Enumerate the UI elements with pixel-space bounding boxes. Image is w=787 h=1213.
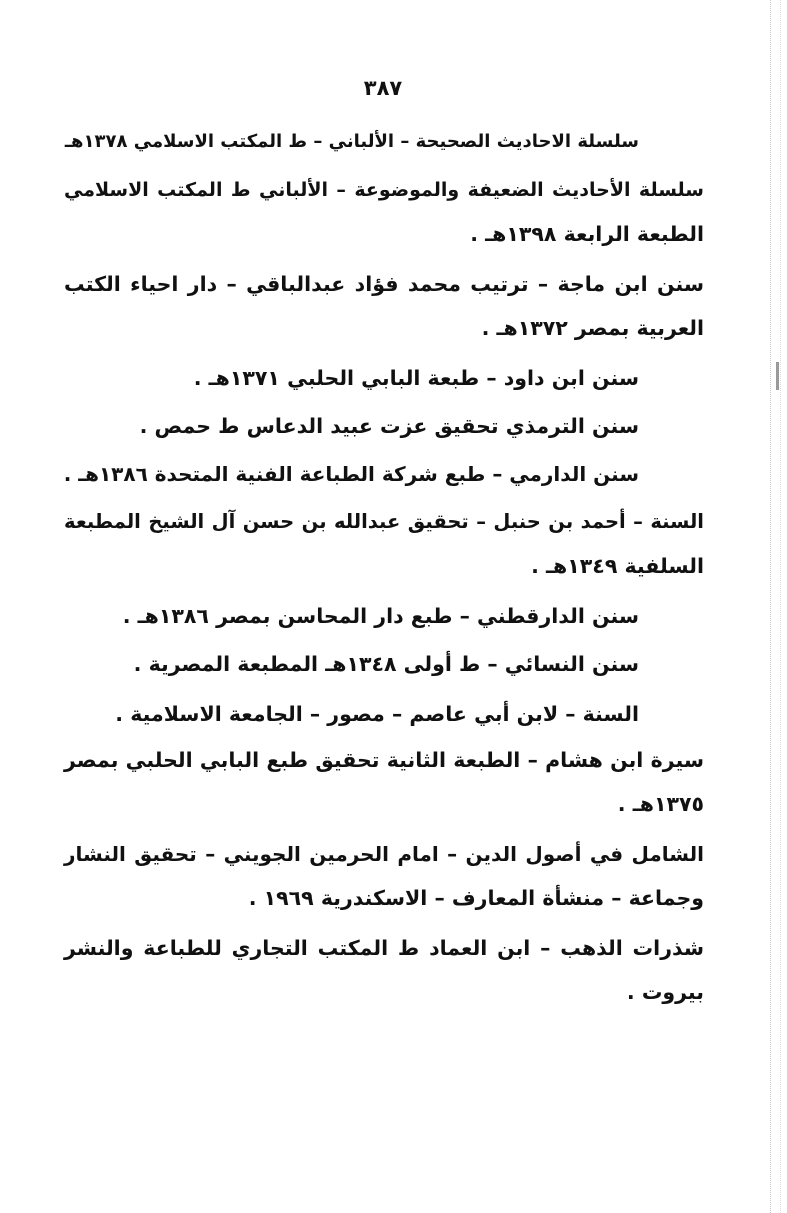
bibliography-line: سيرة ابن هشام – الطبعة الثانية تحقيق طبع البابي الحلبي بمصر [64, 748, 704, 772]
scan-edge-mark [776, 362, 779, 390]
bibliography-line: السنة – لابن أبي عاصم – مصور – الجامعة الاسلامية . [115, 702, 639, 726]
bibliography-line: الشامل في أصول الدين – امام الحرمين الجويني – تحقيق النشار [64, 842, 704, 866]
bibliography-line: سنن الدارقطني – طبع دار المحاسن بمصر ١٣٨٦هـ . [122, 604, 639, 628]
bibliography-line: سنن ابن داود – طبعة البابي الحلبي ١٣٧١هـ . [193, 366, 639, 390]
scan-edge-line [780, 0, 782, 1213]
bibliography-line: سلسلة الأحاديث الضعيفة والموضوعة – الألباني ط المكتب الاسلامي [64, 179, 704, 201]
scan-edge-line [770, 0, 772, 1213]
bibliography-line: السلفية ١٣٤٩هـ . [531, 554, 704, 578]
bibliography-line: ١٣٧٥هـ . [617, 792, 704, 816]
bibliography-line: سلسلة الاحاديث الصحيحة – الألباني – ط المكتب الاسلامي ١٣٧٨هـ [64, 131, 639, 152]
bibliography-line: سنن ابن ماجة – ترتيب محمد فؤاد عبدالباقي – دار احياء الكتب [64, 272, 704, 296]
page-number: ٣٨٧ [363, 76, 403, 100]
bibliography-line: العربية بمصر ١٣٧٢هـ . [481, 316, 704, 340]
bibliography-line: شذرات الذهب – ابن العماد ط المكتب التجاري للطباعة والنشر [64, 936, 704, 960]
bibliography-line: سنن الدارمي – طبع شركة الطباعة الفنية المتحدة ١٣٨٦هـ . [63, 462, 639, 486]
bibliography-line: وجماعة – منشأة المعارف – الاسكندرية ١٩٦٩ . [248, 886, 704, 910]
bibliography-line: بيروت . [626, 980, 704, 1004]
bibliography-line: سنن النسائي – ط أولى ١٣٤٨هـ المطبعة المصرية . [133, 652, 639, 676]
bibliography-line: الطبعة الرابعة ١٣٩٨هـ . [470, 222, 704, 246]
bibliography-line: السنة – أحمد بن حنبل – تحقيق عبدالله بن حسن آل الشيخ المطبعة [64, 510, 704, 533]
bibliography-line: سنن الترمذي تحقيق عزت عبيد الدعاس ط حمص . [139, 414, 639, 438]
